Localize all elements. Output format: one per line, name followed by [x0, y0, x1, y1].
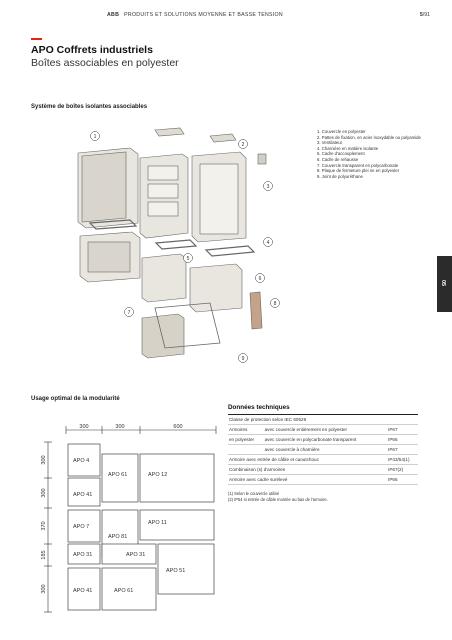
technical-data	[228, 404, 418, 503]
module-label: APO 61	[108, 472, 128, 478]
page-subtitle: Boîtes associables en polyester	[31, 57, 179, 69]
tech-title: Données techniques	[228, 404, 418, 415]
page-number: 5/91	[419, 12, 430, 18]
header-text: PRODUITS ET SOLUTIONS MOYENNE ET BASSE TENSION	[124, 12, 283, 18]
callout-number: 1	[93, 133, 97, 140]
tech-note: (2) IP54 si entrée de câble montée au bas de l'armoire.	[228, 497, 328, 502]
module-label: APO 41	[73, 492, 93, 498]
tech-row: Armoire avec cadre surélevé IP66	[228, 475, 418, 485]
brand-logo: ABB	[107, 12, 120, 18]
callout-number: 5	[186, 255, 190, 262]
legend-item: 2. Pattes de fixation, en acier inoxydable ou polyamide	[317, 134, 421, 140]
legend-item: 5. Cadre d'accouplement	[317, 151, 365, 157]
callout-number: 7	[127, 309, 131, 316]
module-label: APO 7	[73, 524, 90, 530]
dimension-label: 185	[41, 550, 47, 560]
legend-item: 7. Couvercle transparent en polycarbonate	[317, 162, 399, 168]
dimension-label: 600	[173, 424, 183, 430]
tech-row: avec couvercle à charnière IP67	[228, 445, 418, 455]
accent-bar	[31, 38, 42, 40]
module-label: APO 61	[114, 588, 134, 594]
chapter-tab: 05	[437, 256, 452, 312]
legend-item: 1. Couvercle en polyester	[317, 129, 366, 134]
dimension-label: 300	[41, 584, 47, 594]
exploded-enclosure-illustration	[60, 118, 310, 368]
tech-row: Combinaison (s) d'armoires IP67(2)	[228, 465, 418, 475]
modularity-diagram	[30, 420, 220, 620]
page-title: APO Coffrets industriels	[31, 44, 153, 56]
module-label: APO 31	[73, 552, 93, 558]
callout-number: 4	[266, 239, 270, 246]
callout-number: 8	[273, 300, 277, 307]
dimension-label: 300	[115, 424, 125, 430]
section-title-system: Système de boîtes isolantes associables	[31, 104, 148, 110]
tech-row: Classe de protection selon IEC 60529	[228, 415, 418, 425]
dimension-label: 370	[41, 521, 47, 531]
tech-table	[228, 415, 418, 485]
module-label: APO 4	[73, 458, 90, 464]
tech-row: Armoire avec entrée de câble et caoutchouc IP43/54(1)	[228, 455, 418, 465]
callout-number: 6	[258, 275, 262, 282]
module-label: APO 31	[126, 552, 146, 558]
module-label: APO 41	[73, 588, 93, 594]
module-label: APO 51	[166, 568, 186, 574]
header-title	[107, 12, 283, 18]
callout-number: 3	[266, 183, 270, 190]
legend-item: 6. Cadre de rehausse	[317, 156, 359, 162]
legend-item: 9. Joint de polyuréthane	[317, 173, 363, 179]
legend-item: 8. Plaque de fermeture plei ne en polyester	[317, 168, 400, 174]
module-label: APO 81	[108, 534, 128, 540]
tech-notes	[228, 491, 418, 503]
module-label: APO 11	[148, 520, 167, 526]
callout-number: 2	[241, 141, 245, 148]
legend-item: 4. Charnière en matière isolante	[317, 145, 379, 151]
dimension-label: 300	[41, 488, 47, 498]
module-label: APO 12	[148, 472, 168, 478]
tech-row: en polyester avec couvercle en polycarbonate transparent IP66	[228, 435, 418, 445]
dimension-label: 300	[41, 455, 47, 465]
tech-note: (1) Selon le couvercle utilisé	[228, 491, 280, 496]
section-title-modularity: Usage optimal de la modularité	[31, 396, 120, 402]
dimension-label: 300	[79, 424, 89, 430]
legend-item: 3. Ventilateur	[317, 140, 343, 146]
legend-list	[317, 129, 422, 179]
callout-number: 9	[241, 355, 245, 362]
tech-row: Armoires avec couvercle entièrement en polyester IP67	[228, 425, 418, 435]
